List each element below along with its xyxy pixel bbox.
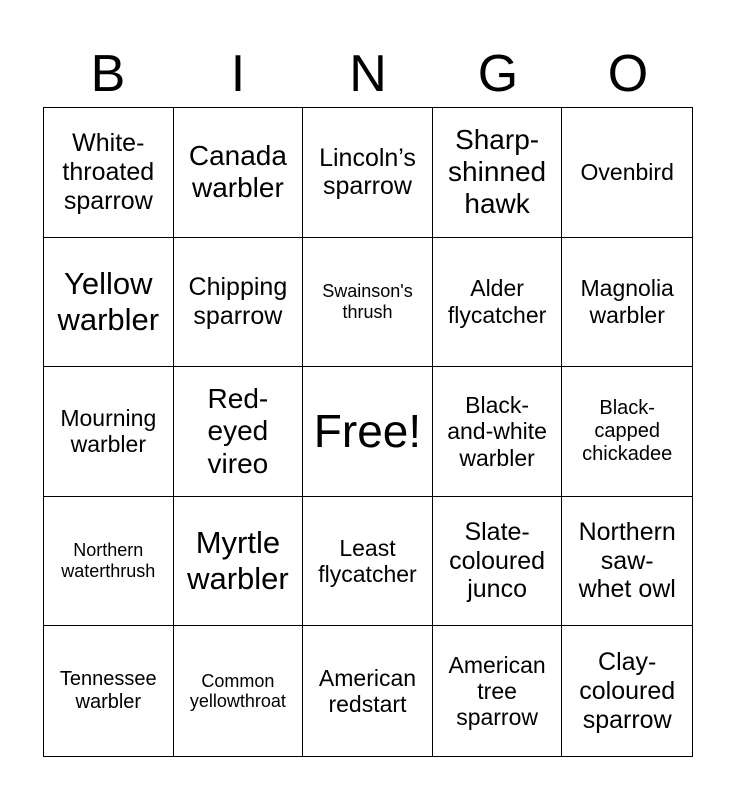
cell-label: Northern waterthrush bbox=[61, 540, 156, 582]
bingo-cell[interactable] bbox=[44, 108, 174, 238]
cell-label: Magnolia warbler bbox=[580, 275, 674, 328]
bingo-cell[interactable] bbox=[303, 108, 433, 238]
cell-label: Black- capped chickadee bbox=[582, 396, 673, 465]
cell-label: Mourning warbler bbox=[60, 405, 157, 458]
bingo-cell[interactable] bbox=[433, 367, 563, 497]
header-letter-b: B bbox=[90, 45, 126, 103]
bingo-cell[interactable] bbox=[562, 108, 692, 238]
bingo-cell[interactable] bbox=[44, 626, 174, 756]
cell-label: Lincoln’s sparrow bbox=[319, 143, 416, 201]
cell-label: Common yellowthroat bbox=[189, 670, 286, 712]
bingo-cell[interactable] bbox=[44, 367, 174, 497]
bingo-cell[interactable] bbox=[433, 108, 563, 238]
cell-label: Red- eyed vireo bbox=[207, 383, 269, 479]
cell-label: Black- and-white warbler bbox=[447, 391, 547, 471]
cell-label: Alder flycatcher bbox=[447, 275, 547, 328]
header-letter-o: O bbox=[607, 45, 649, 103]
cell-label: White- throated sparrow bbox=[62, 129, 155, 215]
bingo-cell[interactable] bbox=[433, 497, 563, 627]
cell-label: Canada warbler bbox=[188, 140, 287, 204]
bingo-cell[interactable] bbox=[433, 238, 563, 368]
bingo-cell[interactable] bbox=[433, 626, 563, 756]
cell-label: Chipping sparrow bbox=[188, 273, 288, 330]
cell-label: American tree sparrow bbox=[448, 651, 546, 731]
cell-label: Clay- coloured sparrow bbox=[579, 648, 676, 734]
cell-label: Tennessee warbler bbox=[59, 668, 157, 714]
free-space-label: Free! bbox=[313, 405, 422, 458]
bingo-cell[interactable] bbox=[174, 626, 304, 756]
cell-label: Myrtle warbler bbox=[187, 525, 289, 597]
cell-label: Sharp- shinned hawk bbox=[448, 124, 547, 220]
cell-label: American redstart bbox=[318, 664, 417, 718]
cell-label: Ovenbird bbox=[580, 159, 674, 186]
bingo-cell[interactable] bbox=[303, 497, 433, 627]
cell-label: Northern saw- whet owl bbox=[578, 517, 676, 604]
bingo-cell[interactable] bbox=[174, 108, 304, 238]
bingo-cell[interactable] bbox=[562, 497, 692, 627]
cell-label: Slate- coloured junco bbox=[449, 517, 546, 604]
bingo-cell[interactable] bbox=[174, 367, 304, 497]
bingo-cell[interactable] bbox=[562, 238, 692, 368]
bingo-cell[interactable] bbox=[174, 238, 304, 368]
header-letter-n: N bbox=[349, 45, 387, 103]
header-letter-g: G bbox=[477, 45, 519, 103]
bingo-cell[interactable] bbox=[562, 626, 692, 756]
bingo-cell[interactable] bbox=[44, 497, 174, 627]
bingo-cell[interactable] bbox=[303, 238, 433, 368]
cell-label: Yellow warbler bbox=[57, 266, 160, 337]
free-space[interactable] bbox=[303, 367, 433, 497]
bingo-cell[interactable] bbox=[44, 238, 174, 368]
bingo-cell[interactable] bbox=[174, 497, 304, 627]
bingo-board bbox=[43, 107, 693, 757]
cell-label: Least flycatcher bbox=[318, 534, 417, 588]
cell-label: Swainson's thrush bbox=[322, 281, 413, 322]
bingo-cell[interactable] bbox=[303, 626, 433, 756]
bingo-header bbox=[43, 40, 693, 108]
header-letter-i: I bbox=[230, 45, 246, 103]
bingo-cell[interactable] bbox=[562, 367, 692, 497]
